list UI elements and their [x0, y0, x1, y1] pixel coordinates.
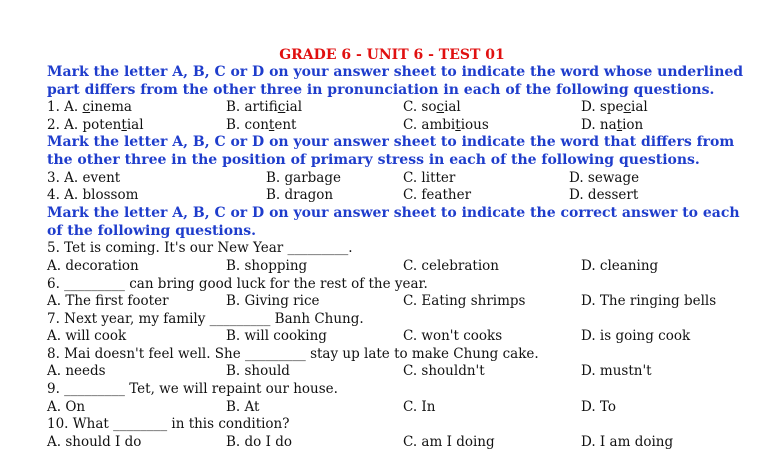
- question-row-2: [47, 117, 767, 135]
- option-8a: A. needs: [47, 363, 106, 381]
- option-3c: C. litter: [403, 170, 455, 188]
- option-7a: A. will cook: [47, 328, 126, 346]
- option-3a: 3. A. event: [47, 170, 120, 188]
- option-7d: D. is going cook: [581, 328, 690, 346]
- option-2d: D. nation: [581, 117, 643, 135]
- question-stem-9: 9. _________ Tet, we will repaint our house.: [47, 381, 338, 399]
- option-9c: C. In: [403, 399, 435, 417]
- question-options-9: [47, 399, 767, 417]
- option-8b: B. should: [226, 363, 290, 381]
- question-options-8: [47, 363, 767, 381]
- option-4d: D. dessert: [569, 187, 638, 205]
- question-stem-6: 6. _________ can bring good luck for the rest of the year.: [47, 276, 428, 294]
- option-4a: 4. A. blossom: [47, 187, 138, 205]
- question-row-4: [47, 187, 767, 205]
- option-5d: D. cleaning: [581, 258, 658, 276]
- option-1c: C. social: [403, 99, 461, 117]
- option-10d: D. I am doing: [581, 434, 673, 451]
- page-title: GRADE 6 - UNIT 6 - TEST 01: [0, 46, 784, 64]
- option-6c: C. Eating shrimps: [403, 293, 525, 311]
- option-4b: B. dragon: [266, 187, 333, 205]
- option-7b: B. will cooking: [226, 328, 327, 346]
- option-7c: C. won't cooks: [403, 328, 502, 346]
- option-6b: B. Giving rice: [226, 293, 320, 311]
- option-5c: C. celebration: [403, 258, 499, 276]
- section2-instruction: Mark the letter A, B, C or D on your answer sheet to indicate the word that differs from the other three in the position of primary stress in each of the following questions.: [47, 134, 747, 169]
- option-8c: C. shouldn't: [403, 363, 485, 381]
- question-options-10: [47, 434, 767, 451]
- option-10c: C. am I doing: [403, 434, 495, 451]
- question-row-3: [47, 170, 767, 188]
- option-10b: B. do I do: [226, 434, 292, 451]
- option-9b: B. At: [226, 399, 259, 417]
- option-5a: A. decoration: [47, 258, 139, 276]
- option-3d: D. sewage: [569, 170, 639, 188]
- option-6a: A. The first footer: [47, 293, 169, 311]
- option-2b: B. content: [226, 117, 296, 135]
- option-1b: B. artificial: [226, 99, 302, 117]
- question-stem-10: 10. What ________ in this condition?: [47, 416, 290, 434]
- option-1d: D. special: [581, 99, 648, 117]
- section1-instruction: Mark the letter A, B, C or D on your answer sheet to indicate the word whose underlined part differs from the other three in pronunciation in each of the following questions.: [47, 64, 747, 99]
- question-options-5: [47, 258, 767, 276]
- option-2a: 2. A. potential: [47, 117, 144, 135]
- option-5b: B. shopping: [226, 258, 307, 276]
- option-8d: D. mustn't: [581, 363, 652, 381]
- option-1a: 1. A. cinema: [47, 99, 132, 117]
- question-stem-7: 7. Next year, my family _________ Banh Chung.: [47, 311, 364, 329]
- option-6d: D. The ringing bells: [581, 293, 716, 311]
- question-stem-8: 8. Mai doesn't feel well. She _________ stay up late to make Chung cake.: [47, 346, 539, 364]
- option-9a: A. On: [47, 399, 85, 417]
- option-10a: A. should I do: [47, 434, 141, 451]
- question-options-6: [47, 293, 767, 311]
- option-4c: C. feather: [403, 187, 471, 205]
- option-2c: C. ambitious: [403, 117, 489, 135]
- question-options-7: [47, 328, 767, 346]
- question-row-1: [47, 99, 767, 117]
- option-3b: B. garbage: [266, 170, 341, 188]
- question-stem-5: 5. Tet is coming. It's our New Year _________.: [47, 240, 353, 258]
- option-9d: D. To: [581, 399, 616, 417]
- section3-instruction: Mark the letter A, B, C or D on your answer sheet to indicate the correct answer to each of the following questions.: [47, 205, 747, 240]
